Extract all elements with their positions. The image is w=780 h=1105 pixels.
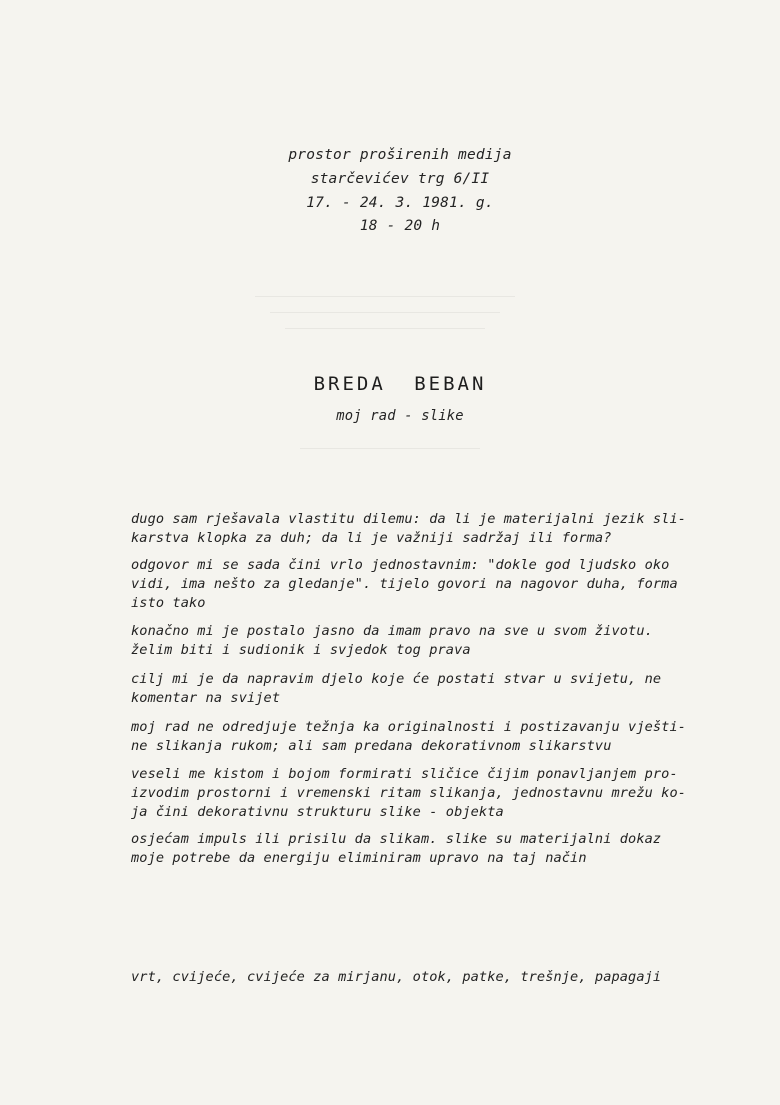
paragraph-line: dugo sam rješavala vlastitu dilemu: da li je materijalni jezik sli- <box>131 511 687 527</box>
paragraph-line: karstva klopka za duh; da li je važniji sadržaj ili forma? <box>131 530 612 546</box>
paragraph-line: osjećam impuls ili prisilu da slikam. slike su materijalni dokaz <box>131 831 662 847</box>
show-through-mark <box>255 296 515 297</box>
header-venue: prostor proširenih medija <box>288 147 512 163</box>
works-list: vrt, cvijeće, cvijeće za mirjanu, otok, patke, trešnje, papagaji <box>131 969 662 985</box>
paragraph-line: veseli me kistom i bojom formirati sličice čijim ponavljanjem pro- <box>131 766 678 782</box>
show-through-mark <box>300 448 480 449</box>
show-through-mark <box>270 312 500 313</box>
paragraph-line: cilj mi je da napravim djelo koje će postati stvar u svijetu, ne <box>131 671 662 687</box>
paragraph-line: moje potrebe da energiju eliminiram upravo na taj način <box>131 850 587 866</box>
paragraph-line: odgovor mi se sada čini vrlo jednostavnim: "dokle god ljudsko oko <box>131 557 670 573</box>
paragraph-7 <box>131 830 661 868</box>
header-hours: 18 - 20 h <box>359 218 441 234</box>
paragraph-line: isto tako <box>131 595 206 611</box>
header-dates: 17. - 24. 3. 1981. g. <box>306 195 494 211</box>
artist-name-title: BREDA BEBAN <box>313 373 487 395</box>
paragraph-1 <box>131 510 686 548</box>
paragraph-line: vidi, ima nešto za gledanje". tijelo govori na nagovor duha, forma <box>131 576 678 592</box>
paragraph-line: komentar na svijet <box>131 690 281 706</box>
paragraph-line: izvodim prostorni i vremenski ritam slikanja, jednostavnu mrežu ko- <box>131 785 687 801</box>
paragraph-2 <box>131 556 678 613</box>
subtitle: moj rad - slike <box>336 408 464 424</box>
paragraph-line: moj rad ne odredjuje težnja ka originalnosti i postizavanju vješti- <box>131 719 687 735</box>
paragraph-line: želim biti i sudionik i svjedok tog prava <box>131 642 471 658</box>
paragraph-line: ne slikanja rukom; ali sam predana dekorativnom slikarstvu <box>131 738 612 754</box>
show-through-mark <box>285 328 485 329</box>
paragraph-line: konačno mi je postalo jasno da imam pravo na sve u svom životu. <box>131 623 653 639</box>
paragraph-4 <box>131 670 661 708</box>
paragraph-5 <box>131 718 686 756</box>
paragraph-3 <box>131 622 653 660</box>
header-address: starčevićev trg 6/II <box>310 171 490 187</box>
paragraph-line: ja čini dekorativnu strukturu slike - objekta <box>131 804 504 820</box>
paragraph-6 <box>131 765 686 822</box>
